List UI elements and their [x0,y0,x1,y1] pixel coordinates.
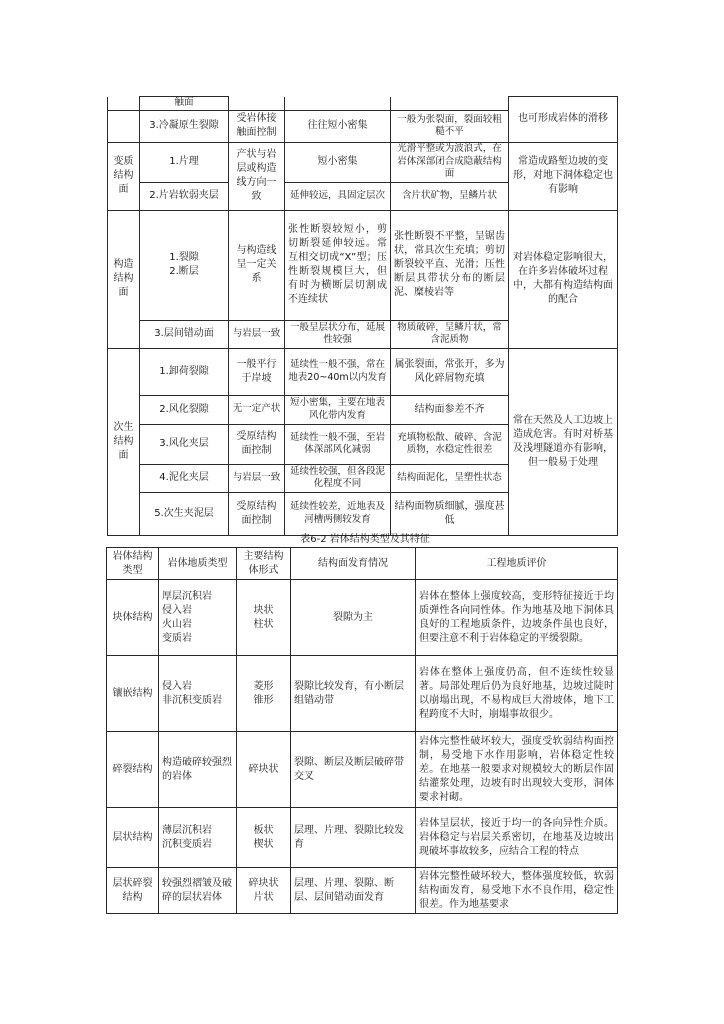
type-cell: 变质结构面 [108,142,140,210]
table-cell: 受原结构面控制 [229,424,285,464]
table-cell: 岩体在整体上强度较高，变形特征接近于均质弹性各向同性体。作为地基及地下洞体具良好的工程地质条件，边坡条件虽也良好，但要注意不利于岩体稳定的平缓裂隙。 [416,580,618,656]
table-cell: 1.片理 [140,142,229,182]
table-cell: 延续性一般不强，常在地表20~40m以内发育 [285,348,391,395]
table-cell: 板状 楔状 [237,808,291,868]
table-cell: 3.层间错动面 [140,320,229,348]
table-cell: 块状 柱状 [237,580,291,656]
table-row [107,808,618,868]
table-cell: 5.次生夹泥层 [140,492,229,535]
table-cell: 物质破碎，呈鳞片状，常含泥质物 [391,320,509,348]
table-cell: 岩体完整性破坏较大，整体强度较低，软弱结构面发育，易受地下水不良作用，稳定性很差。作为地基要求 [416,868,618,914]
table-cell: 一般呈层状分布，延展性较强 [285,320,391,348]
table-row [108,142,618,182]
table-row [108,210,618,320]
column-header: 结构面发育情况 [291,548,416,580]
table-cell: 延续性较差，近地表及河槽两侧较发育 [285,492,391,535]
table-cell: 构造破碎较强烈的岩体 [159,732,237,808]
table-row [108,348,618,395]
table-cell: 4.泥化夹层 [140,464,229,492]
table-cell: 短小密集 [285,142,391,182]
table-cell: 层理、片理、裂隙比较发育 [291,808,416,868]
note-cell: 对岩体稳定影响很大，在许多岩体破坏过程中，大都有构造结构面的配合 [509,210,618,348]
table-cell: 属张裂面，常张开，多为风化碎屑物充填 [391,348,509,395]
note-cell: 常造成路堑边坡的变形，对地下洞体稳定也有影响 [509,142,618,210]
column-header: 工程地质评价 [416,548,618,580]
table-cell: 含片状矿物，呈鳞片状 [391,182,509,210]
table-cell: 触面 [140,97,229,111]
table-cell: 2.片岩软弱夹层 [140,182,229,210]
column-header: 主要结构体形式 [237,548,291,580]
note-cell: 常在天然及人工边坡上造成危害。有时对桥基及浅埋隧道亦有影响，但一般易于处理 [509,348,618,535]
table-cell: 岩体在整体上强度仍高，但不连续性较显著。局部处理后仍为良好地基，边坡过陡时以崩塌出现，不易构成巨大滑坡体，地下工程跨度不大时，崩塌事故很少。 [416,656,618,732]
column-header: 岩体结构类型 [107,548,159,580]
table-row [107,732,618,808]
table-cell: 往往短小密集 [285,110,391,142]
table-cell: 镶嵌结构 [107,656,159,732]
table-cell: 与岩层一致 [229,320,285,348]
table-cell: 碎块状 [237,732,291,808]
table-cell: 块体结构 [107,580,159,656]
table-cell: 无一定产状 [229,395,285,424]
table-cell: 延续性较强，但各段泥化程度不同 [285,464,391,492]
table-cell: 充填物松散、破碎、含泥质物，水稳定性很差 [391,424,509,464]
table-cell: 一般平行于岸坡 [229,348,285,395]
table-header-row [107,548,618,580]
table-cell: 与构造线呈一定关系 [229,210,285,320]
table-cell: 1.裂隙 2.断层 [140,210,229,320]
table-row [108,97,618,111]
table-cell: 裂隙、断层及断层破碎带交叉 [291,732,416,808]
rock-structure-table [106,547,618,914]
table-cell: 岩体完整性破坏较大，强度受软弱结构面控制，易受地下水作用影响，岩体稳定性较差。在地基一般要求对规模较大的断层作固结灌浆处理，边坡有时出现较大变形，洞体要求衬砌。 [416,732,618,808]
table-cell: 裂隙为主 [291,580,416,656]
table-cell: 结构面参差不齐 [391,395,509,424]
table-cell: 张性断裂不平整，呈锯齿状，常具次生充填；剪切断裂较平直、光滑；压性断层具带状分布的断层泥、糜棱岩等 [391,210,509,320]
structure-plane-table [107,96,618,536]
table-row [107,868,618,914]
table-cell: 3.冷凝原生裂隙 [140,110,229,142]
table-cell: 延续性一般不强，至岩体深部风化减弱 [285,424,391,464]
table-cell: 厚层沉积岩 侵入岩 火山岩 变质岩 [159,580,237,656]
table-cell: 侵入岩 非沉积变质岩 [159,656,237,732]
type-cell [108,110,140,142]
table-cell: 菱形 锥形 [237,656,291,732]
table-cell: 岩体呈层状，接近于均一的各向异性介质。岩体稳定与岩层关系密切，在地基及边坡出现破坏事故较多，应结合工程的特点 [416,808,618,868]
table-cell: 受原结构面控制 [229,492,285,535]
table-cell: 碎裂结构 [107,732,159,808]
table-cell: 裂隙比较发育，有小断层组错动带 [291,656,416,732]
table-cell: 受岩体接触面控制 [229,110,285,142]
table-cell: 产状与岩层或构造线方向一致 [229,142,285,210]
table-cell: 结构面物质细腻，强度甚低 [391,492,509,535]
table-cell: 碎块状 片状 [237,868,291,914]
table-row [107,656,618,732]
table-cell: 3.风化夹层 [140,424,229,464]
type-cell: 次生结构面 [108,348,140,535]
table-cell: 一般为张裂面，裂面较粗糙不平 [391,110,509,142]
table-row [107,580,618,656]
note-cell: 也可形成岩体的滑移 [509,97,618,143]
table-cell: 2.风化裂隙 [140,395,229,424]
table-cell: 延伸较远，具固定层次 [285,182,391,210]
table-cell: 较强烈褶皱及破碎的层状岩体 [159,868,237,914]
table-cell: 与岩层一致 [229,464,285,492]
table-cell: 结构面泥化，呈塑性状态 [391,464,509,492]
type-cell: 构造结构面 [108,210,140,348]
table-cell: 短小密集，主要在地表风化带内发育 [285,395,391,424]
table-cell: 光滑平整或为波浪式，在岩体深部闭合成隐蔽结构面 [391,142,509,182]
table-cell: 层状碎裂结构 [107,868,159,914]
table-cell: 层状结构 [107,808,159,868]
table-caption: 表6-2 岩体结构类型及其特征 [300,534,430,545]
table-cell: 1.卸荷裂隙 [140,348,229,395]
table-cell: 张性断裂较短小，剪切断裂延伸较远。常互相交切成“X”型；压性断裂规模巨大，但有时为横断层切割成不连续状 [285,210,391,320]
table-cell: 薄层沉积岩 沉积变质岩 [159,808,237,868]
table-cell: 层理、片理、裂隙、断层、层间错动面发育 [291,868,416,914]
column-header: 岩体地质类型 [159,548,237,580]
